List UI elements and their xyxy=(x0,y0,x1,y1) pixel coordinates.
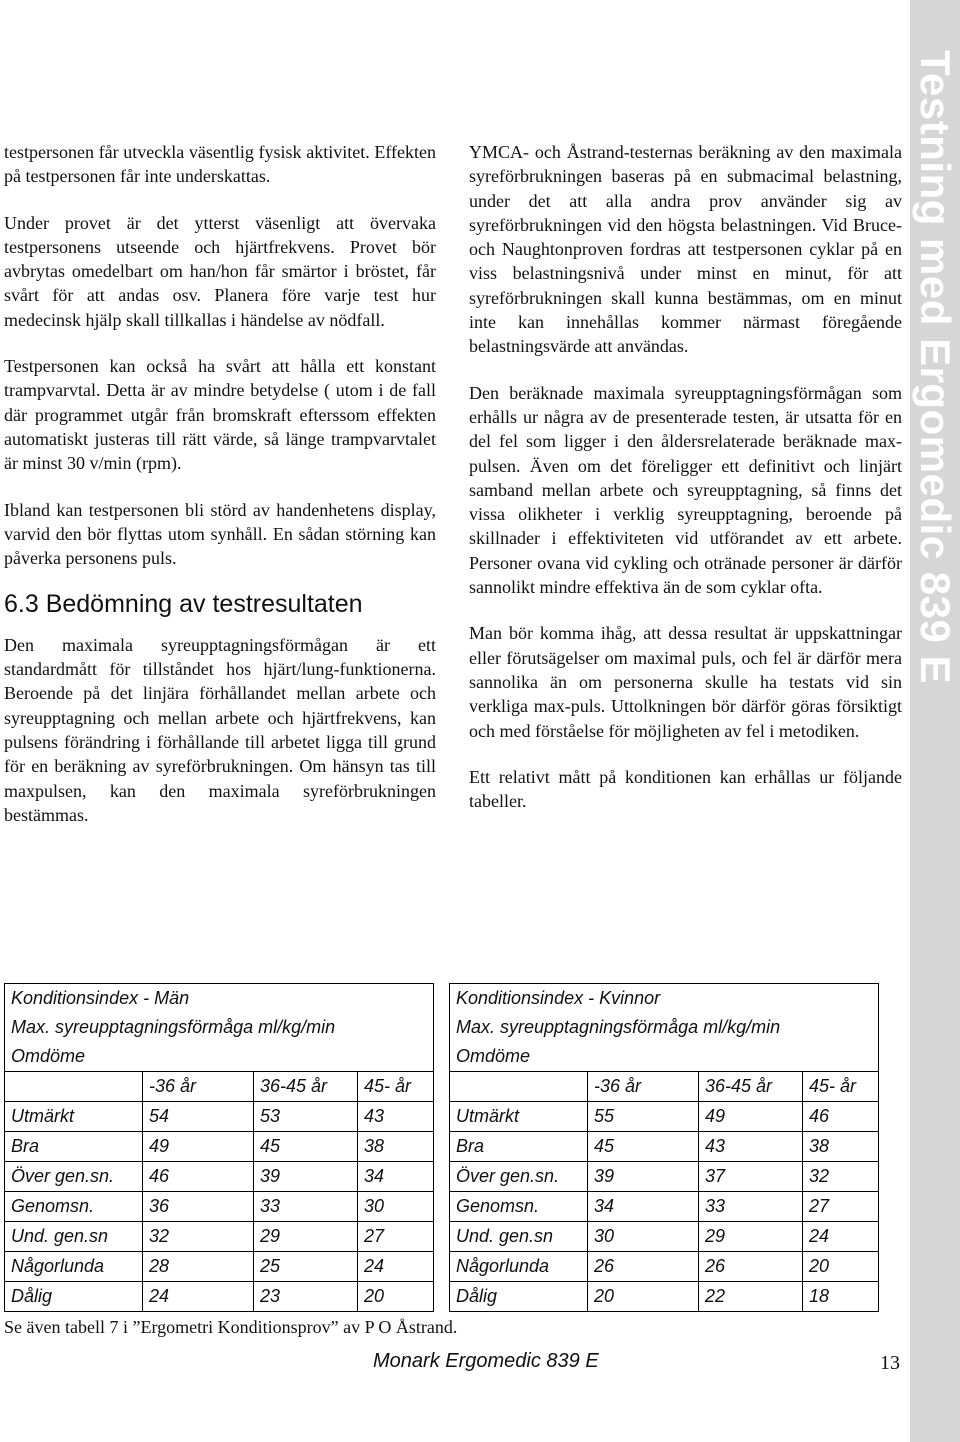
table-cell: 36 xyxy=(143,1192,254,1222)
right-column xyxy=(469,140,902,835)
body-paragraph: Den beräknade maximala syreupptagningsförmågan som erhålls ur några av de presenterade testen, är utsatta för en del fel som ligger i den åldersrelaterade beräknade max-pulsen. Även om det föreligger ett definitivt och linjärt samband mellan arbete och syreupptagning, så finns det vissa olikheter i verklig syreupptagning, beroende på skillnader i effektiviteten vid utförandet av ett arbete. Personer ovana vid cykling och otränade personer är därför sannolikt mindre effektiva än de som cyklar ofta. xyxy=(469,382,902,598)
header-cell: -36 år xyxy=(588,1072,699,1102)
table-cell: 27 xyxy=(358,1222,434,1252)
table-label: Omdöme xyxy=(5,1042,434,1072)
table-cell: 32 xyxy=(803,1162,879,1192)
table-cell: 18 xyxy=(803,1282,879,1312)
body-paragraph: YMCA- och Åstrand-testernas beräkning av den maximala syreförbrukningen baseras på en submacimal belastning, under det att alla andra prov använder sig av syreförbrukningen vid den högsta belastningen. Vid Bruce- och Naughtonproven fordras att testpersonen cyklar på en viss belastningsnivå under minst en minut, för att syreförbrukningen skall kunna bestämmas, om en minut inte kan innehållas kommer närmast föregående belastningsvärde att användas. xyxy=(469,142,902,357)
table-header-row xyxy=(5,1072,434,1102)
table-row xyxy=(450,1222,879,1252)
table-cell: 39 xyxy=(588,1162,699,1192)
table-cell: 55 xyxy=(588,1102,699,1132)
row-label: Genomsn. xyxy=(450,1192,588,1222)
table-cell: 24 xyxy=(358,1252,434,1282)
table-row xyxy=(450,1192,879,1222)
table-cell: 22 xyxy=(699,1282,803,1312)
table-subtitle: Max. syreupptagningsförmåga ml/kg/min xyxy=(450,1013,879,1042)
table-row xyxy=(5,1162,434,1192)
body-paragraph: Under provet är det ytterst väsenligt att övervaka testpersonens utseende och hjärtfrekvens. Provet bör avbrytas omedelbart om han/hon får smärtor i bröstet, får svårt för att andas osv. Planera före varje test hur medecinsk hjälp skall tillkallas i händelse av nödfall. xyxy=(4,212,436,330)
left-column xyxy=(4,140,436,849)
table-row xyxy=(5,1282,434,1312)
row-label: Genomsn. xyxy=(5,1192,143,1222)
row-label: Över gen.sn. xyxy=(450,1162,588,1192)
body-paragraph: Ett relativt mått på konditionen kan erhållas ur följande tabeller. xyxy=(469,766,902,812)
table-cell: 29 xyxy=(254,1222,358,1252)
table-row xyxy=(5,1102,434,1132)
table-cell: 38 xyxy=(803,1132,879,1162)
row-label: Und. gen.sn xyxy=(450,1222,588,1252)
table-cell: 43 xyxy=(358,1102,434,1132)
table-cell: 20 xyxy=(588,1282,699,1312)
table-cell: 46 xyxy=(143,1162,254,1192)
row-label: Utmärkt xyxy=(450,1102,588,1132)
body-paragraph: Ibland kan testpersonen bli störd av handenhetens display, varvid den bör flyttas utom synhåll. En sådan störning kan påverka personens puls. xyxy=(4,499,436,569)
table-cell: 49 xyxy=(699,1102,803,1132)
row-label: Någorlunda xyxy=(450,1252,588,1282)
table-cell: 26 xyxy=(699,1252,803,1282)
table-cell: 43 xyxy=(699,1132,803,1162)
footer-title: Monark Ergomedic 839 E xyxy=(373,1350,599,1372)
table-cell: 33 xyxy=(254,1192,358,1222)
row-label: Någorlunda xyxy=(5,1252,143,1282)
table-row xyxy=(5,1252,434,1282)
table-cell: 54 xyxy=(143,1102,254,1132)
table-cell: 30 xyxy=(588,1222,699,1252)
table-title: Konditionsindex - Män xyxy=(5,984,434,1014)
table-cell: 20 xyxy=(803,1252,879,1282)
table-row xyxy=(450,1102,879,1132)
table-cell: 26 xyxy=(588,1252,699,1282)
table-cell: 45 xyxy=(254,1132,358,1162)
table-cell: 34 xyxy=(588,1192,699,1222)
row-label: Und. gen.sn xyxy=(5,1222,143,1252)
table-header-row xyxy=(450,1072,879,1102)
table-row xyxy=(450,1282,879,1312)
body-paragraph: Man bör komma ihåg, att dessa resultat är uppskattningar eller förutsägelser om maximal puls, och fel är därför mera sannolika än om personerna skulle ha testats vid sin verkliga max-puls. Uttolkningen bör därför göras försiktigt och med förståelse för möjligheten av fel i metodiken. xyxy=(469,623,902,741)
row-label: Bra xyxy=(5,1132,143,1162)
header-cell: 36-45 år xyxy=(699,1072,803,1102)
header-cell: 36-45 år xyxy=(254,1072,358,1102)
table-cell: 32 xyxy=(143,1222,254,1252)
page-number: 13 xyxy=(880,1352,900,1374)
table-cell: 39 xyxy=(254,1162,358,1192)
sidebar-title: Testning med Ergomedic 839 E xyxy=(912,50,959,685)
section-heading: 6.3 Bedömning av testresultaten xyxy=(4,590,363,619)
table-row xyxy=(450,1162,879,1192)
table-cell: 49 xyxy=(143,1132,254,1162)
footnote: Se även tabell 7 i ”Ergometri Konditionsprov” av P O Åstrand. xyxy=(4,1317,458,1337)
table-cell: 45 xyxy=(588,1132,699,1162)
table-women xyxy=(449,983,879,1312)
table-cell: 24 xyxy=(143,1282,254,1312)
header-cell: 45- år xyxy=(803,1072,879,1102)
table-cell: 23 xyxy=(254,1282,358,1312)
table-cell: 34 xyxy=(358,1162,434,1192)
header-cell: 45- år xyxy=(358,1072,434,1102)
table-row xyxy=(450,1252,879,1282)
header-cell xyxy=(5,1072,143,1102)
row-label: Dålig xyxy=(450,1282,588,1312)
body-paragraph: Testpersonen kan också ha svårt att hålla ett konstant trampvarvtal. Detta är av mindre betydelse ( utom i de fall där programmet utgår från bromskraft efterssom effekten automatiskt justeras till rätt värde, så länge trampvarvtalet är minst 30 v/min (rpm). xyxy=(4,356,436,474)
table-row xyxy=(5,1222,434,1252)
table-cell: 37 xyxy=(699,1162,803,1192)
table-cell: 33 xyxy=(699,1192,803,1222)
header-cell: -36 år xyxy=(143,1072,254,1102)
table-subtitle: Max. syreupptagningsförmåga ml/kg/min xyxy=(5,1013,434,1042)
table-row xyxy=(450,1132,879,1162)
table-cell: 28 xyxy=(143,1252,254,1282)
table-cell: 30 xyxy=(358,1192,434,1222)
table-cell: 38 xyxy=(358,1132,434,1162)
table-cell: 24 xyxy=(803,1222,879,1252)
body-paragraph: Den maximala syreupptagningsförmågan är ett standardmått för tillståndet hos hjärt/lung-funktionerna. Beroende på det linjära förhållandet mellan arbete och syreupptagning och mellan arbete och hjärtfrekvens, kan pulsens förändring i förhållande till arbetet ligga till grund för en beräkning av syreförbrukningen. Om hänsyn tas till maxpulsen, kan den maximala syreförbrukningen bestämmas. xyxy=(4,634,436,825)
table-cell: 46 xyxy=(803,1102,879,1132)
table-label: Omdöme xyxy=(450,1042,879,1072)
table-row xyxy=(5,1192,434,1222)
table-cell: 53 xyxy=(254,1102,358,1132)
row-label: Över gen.sn. xyxy=(5,1162,143,1192)
table-cell: 29 xyxy=(699,1222,803,1252)
table-title: Konditionsindex - Kvinnor xyxy=(450,984,879,1014)
table-cell: 27 xyxy=(803,1192,879,1222)
row-label: Bra xyxy=(450,1132,588,1162)
table-cell: 25 xyxy=(254,1252,358,1282)
row-label: Dålig xyxy=(5,1282,143,1312)
body-paragraph: testpersonen får utveckla väsentlig fysisk aktivitet. Effekten på testpersonen får inte underskattas. xyxy=(4,142,436,187)
header-cell xyxy=(450,1072,588,1102)
sidebar xyxy=(910,0,960,1442)
row-label: Utmärkt xyxy=(5,1102,143,1132)
table-row xyxy=(5,1132,434,1162)
table-cell: 20 xyxy=(358,1282,434,1312)
table-men xyxy=(4,983,434,1312)
